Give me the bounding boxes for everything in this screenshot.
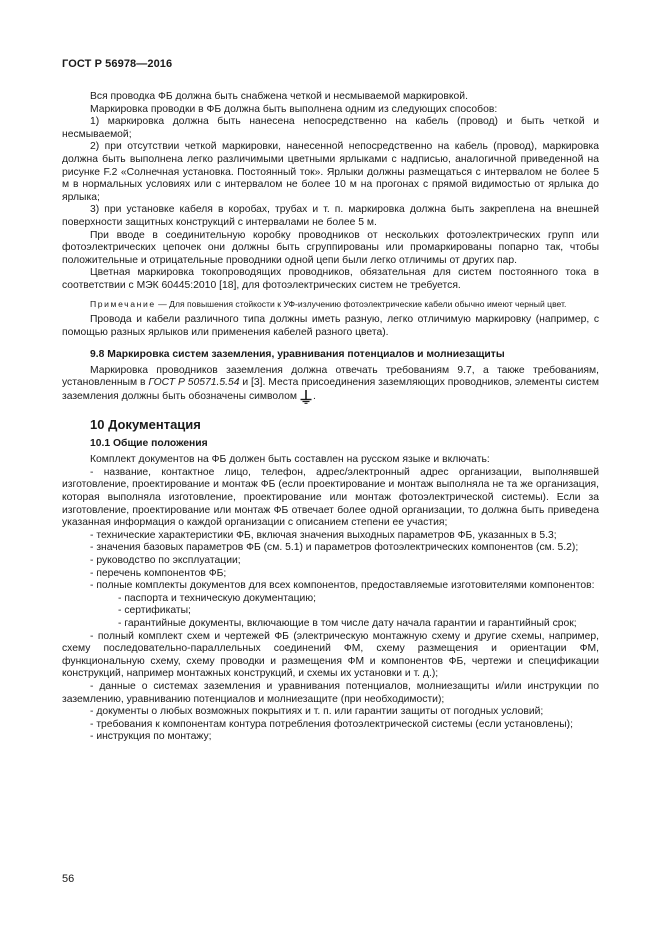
list-item: - технические характеристики ФБ, включая значения выходных параметров ФБ, указанных в 5.3; (90, 529, 557, 541)
paragraph: Маркировка проводки в ФБ должна быть выполнена одним из следующих способов: (90, 103, 498, 115)
grounding-text-2: и [3]. Места присоединения заземляющих проводников, элементы систем заземления должны быть обозначены символом (62, 377, 599, 403)
paragraph: 3) при установке кабеля в коробах, трубах и т. п. маркировка должна быть закреплена на внешней поверхности защитных конструкций с интервалами не более 5 м. (62, 204, 599, 228)
page-body (62, 91, 599, 744)
section-heading-10: 10 Документация (90, 417, 201, 433)
list-item: - перечень компонентов ФБ; (90, 567, 227, 579)
note-label: Примечание (90, 298, 156, 309)
paragraph: Вся проводка ФБ должна быть снабжена четкой и несмываемой маркировкой. (90, 91, 468, 102)
note (62, 299, 599, 311)
list-item: - полные комплекты документов для всех компонентов, предоставляемые изготовителями компонентов: (90, 580, 595, 592)
grounding-text-end: . (312, 391, 316, 403)
document-header: ГОСТ Р 56978—2016 (62, 58, 173, 70)
list-item: - название, контактное лицо, телефон, адрес/электронный адрес организации, выполнявшей изготовление, проектирование и монтаж ФБ (если проектирование и монтаж выполняла не та же организация, которая выполняла изготовление, проектирование или монтаж фотоэлектрической системы). Если за изготовление, проектирование или монтаж ФБ отвечает более одной организации, то должна быть приведена указанная информация о каждой организации с описанием степени ее участия; (62, 466, 599, 529)
grounding-text-1: Маркировка проводников заземления должна отвечать требованиям 9.7, а также требованиям, установленным в (62, 364, 599, 389)
paragraph: Цветная маркировка токопроводящих проводников, обязательная для систем постоянного тока в соответствии с МЭК 60445:2010 [18], для фотоэлектрических систем не требуется. (62, 267, 599, 291)
list-item: - документы о любых возможных покрытиях и т. п. или гарантии защиты от погодных условий; (90, 706, 544, 718)
section-heading-9-8: 9.8 Маркировка систем заземления, уравнивания потенциалов и молниезащиты (90, 349, 505, 361)
paragraph: 2) при отсутствии четкой маркировки, нанесенной непосредственно на кабель (провод), маркировка должна быть выполнена легко различимыми цветными ярлыками с надписью, аналогичной приведенной на рисунке F.2 «Солнечная установка. Постоянный ток». Ярлыки должны размещаться с интервалом не более 5 м в нормальных условиях или с интервалом не более 10 м на прогонах с прямой видимостью от ярлыка до ярлыка; (62, 141, 599, 203)
list-item: - значения базовых параметров ФБ (см. 5.1) и параметров фотоэлектрических компонентов (см. 5.2); (90, 542, 579, 554)
sub-list-item: - паспорта и техническую документацию; (118, 592, 316, 604)
list-item: - инструкция по монтажу; (90, 731, 212, 743)
note-text: — Для повышения стойкости к УФ-излучению фотоэлектрические кабели обычно имеют черный цвет. (155, 298, 567, 309)
list-item: - требования к компонентам контура потребления фотоэлектрической системы (если установлены); (90, 718, 573, 730)
page-number: 56 (62, 873, 75, 885)
standard-reference-link[interactable]: ГОСТ Р 50571.5.54 (148, 377, 240, 389)
section-heading-10-1: 10.1 Общие положения (90, 437, 208, 449)
ground-symbol-icon (300, 390, 312, 404)
paragraph: 1) маркировка должна быть нанесена непосредственно на кабель (провод) и быть четкой и несмываемой; (62, 116, 599, 140)
paragraph-grounding (62, 365, 599, 404)
paragraph: При вводе в соединительную коробку проводников от нескольких фотоэлектрических групп или фотоэлектрических цепочек они должны быть сгруппированы или промаркированы попарно так, чтобы положительные и отрицательные проводники одной цепи были легко отличимы от других пар. (62, 229, 599, 266)
sub-list-item: - сертификаты; (118, 605, 191, 617)
list-item: - руководство по эксплуатации; (90, 555, 241, 566)
paragraph: Провода и кабели различного типа должны иметь разную, легко отличимую маркировку (например, с помощью разных ярлыков или применения кабелей разного цвета). (62, 314, 599, 338)
list-intro: Комплект документов на ФБ должен быть составлен на русском языке и включать: (90, 454, 490, 466)
list-item: - данные о системах заземления и уравнивания потенциалов, молниезащиты и/или инструкции по заземлению, уравниванию потенциалов и молниезащите (при необходимости); (62, 680, 599, 705)
sub-list-item: - гарантийные документы, включающие в том числе дату начала гарантии и гарантийный срок; (118, 617, 577, 629)
list-item: - полный комплект схем и чертежей ФБ (электрическую монтажную схему и другие схемы, например, схему последовательно-параллельных соединений ФМ, схему размещения и ориентации ФМ, функциональную схему, схему проводки и размещения ФМ и компонентов ФБ, чертежи и спецификации конструкций, например монтажных конструкций, и схемы их установки и т. д.); (62, 630, 599, 680)
